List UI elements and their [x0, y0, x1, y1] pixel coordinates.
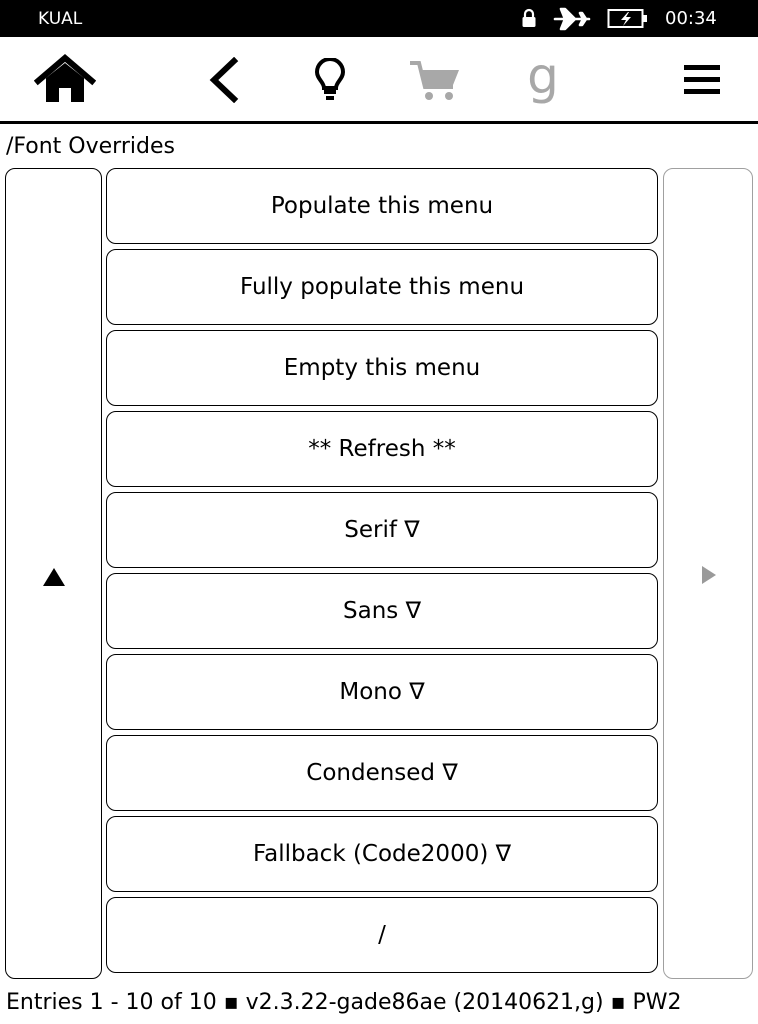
status-footer: Entries 1 - 10 of 10 ▪ v2.3.22-gade86ae (20140621,g) ▪ PW2	[6, 990, 682, 1015]
menu-button[interactable]	[676, 52, 728, 108]
toolbar	[0, 37, 758, 122]
home-icon	[34, 54, 96, 106]
menu-item-serif[interactable]: Serif ∇	[106, 492, 658, 568]
frontlight-button[interactable]	[305, 52, 355, 108]
lock-icon	[519, 8, 539, 28]
cart-icon	[407, 57, 463, 103]
lightbulb-icon	[313, 58, 347, 102]
menu-item-sans[interactable]: Sans ∇	[106, 573, 658, 649]
menu-item-refresh[interactable]: ** Refresh **	[106, 411, 658, 487]
next-page-button[interactable]	[663, 168, 753, 979]
menu-item-root[interactable]: /	[106, 897, 658, 973]
menu-item-mono[interactable]: Mono ∇	[106, 654, 658, 730]
status-bar	[0, 0, 758, 37]
page-up-button[interactable]	[5, 168, 102, 979]
airplane-icon	[553, 5, 591, 33]
breadcrumb: /Font Overrides	[6, 134, 175, 159]
menu-item-empty[interactable]: Empty this menu	[106, 330, 658, 406]
battery-charging-icon	[607, 8, 649, 29]
menu-item-fully-populate[interactable]: Fully populate this menu	[106, 249, 658, 325]
back-button[interactable]	[198, 52, 248, 108]
menu-icon	[684, 63, 720, 97]
menu-item-populate[interactable]: Populate this menu	[106, 168, 658, 244]
arrow-up-icon	[43, 568, 65, 586]
status-time: 00:34	[665, 8, 717, 29]
toolbar-divider	[0, 121, 758, 124]
home-button[interactable]	[34, 52, 96, 108]
goodreads-button[interactable]	[515, 44, 571, 108]
store-button[interactable]	[404, 52, 466, 108]
status-title: KUAL	[38, 9, 83, 29]
menu-item-condensed[interactable]: Condensed ∇	[106, 735, 658, 811]
arrow-right-icon	[702, 566, 716, 584]
goodreads-icon: g	[527, 47, 559, 105]
back-icon	[206, 57, 240, 103]
menu-item-fallback[interactable]: Fallback (Code2000) ∇	[106, 816, 658, 892]
